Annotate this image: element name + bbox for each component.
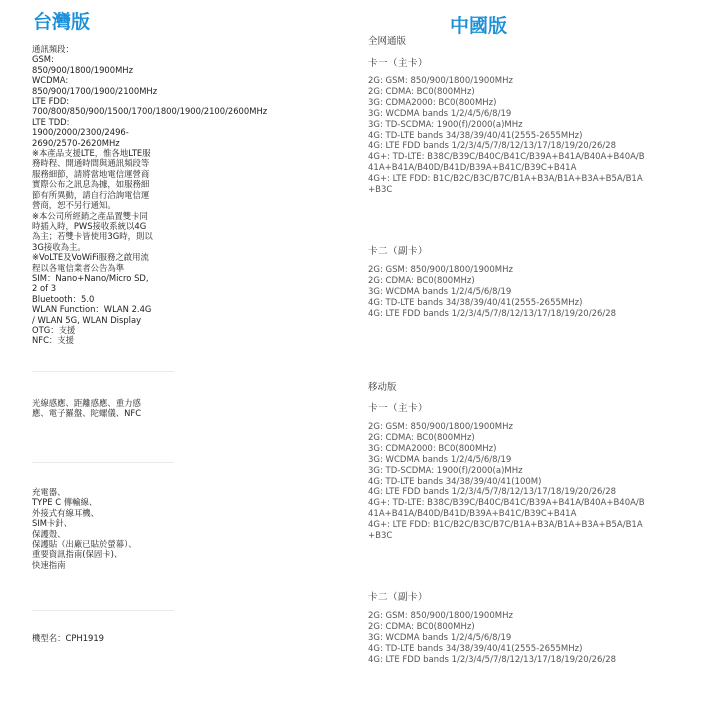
- taiwan-version-title: 台灣版: [33, 11, 91, 33]
- band-line: +B3C: [368, 185, 393, 196]
- spec-line: 2 of 3: [32, 283, 57, 294]
- spec-line: ※本產品支援LTE，惟各地LTE服: [32, 148, 151, 159]
- model-name: 機型名：CPH1919: [32, 633, 105, 643]
- spec-line: 通訊頻段：: [32, 44, 74, 54]
- spec-line: / WLAN 5G, WLAN Display: [32, 314, 142, 325]
- card1-bands: [368, 76, 668, 196]
- china-version-title: 中國版: [450, 15, 508, 37]
- band-line: 4G: LTE FDD bands 1/2/3/4/5/7/8/12/13/17/18/19/20/26/28: [368, 487, 617, 498]
- band-line: 4G+: LTE FDD: B1C/B2C/B3C/B7C/B1A+B3A/B1A+B3A+B5A/B1A: [368, 174, 643, 185]
- band-line: 3G: CDMA2000: BC0(800MHz): [368, 97, 497, 108]
- sensor-line: 光線感應、距離感應、重力感: [32, 398, 141, 408]
- spec-line: NFC：支援: [32, 335, 75, 346]
- spec-line: 務時程、開通時間與通訊頻段等: [32, 158, 150, 169]
- spec-line: 3G接收為主。: [32, 241, 86, 252]
- band-line: 4G: TD-LTE bands 34/38/39/40/41(100M): [368, 476, 542, 487]
- sensor-line: 應、電子羅盤、陀螺儀、NFC: [32, 408, 142, 419]
- box-item: 快速指南: [32, 559, 66, 570]
- band-line: 4G: LTE FDD bands 1/2/3/4/5/7/8/12/13/17/18/19/20/26/28: [368, 654, 617, 665]
- spec-line: 時插入時，PWS接收系統以4G: [32, 220, 147, 231]
- band-line: 4G+: TD-LTE: B38C/B39C/B40C/B41C/B39A+B41A/B40A+B40A/B: [368, 498, 645, 509]
- spec-line: 營商，恕不另行通知。: [32, 200, 116, 211]
- band-line: 3G: WCDMA bands 1/2/4/5/6/8/19: [368, 632, 512, 643]
- taiwan-spec-list: [32, 44, 268, 346]
- band-line: 41A+B41A/B40D/B41D/B39A+B41C/B39C+B41A: [368, 163, 577, 174]
- spec-line: LTE FDD:: [32, 96, 70, 107]
- card1-title: 卡一（主卡）: [368, 58, 429, 69]
- band-line: 3G: TD-SCDMA: 1900(f)/2000(a)MHz: [368, 119, 523, 130]
- divider: [32, 462, 174, 463]
- spec-line: GSM:: [32, 54, 54, 65]
- band-line: 4G: LTE FDD bands 1/2/3/4/5/7/8/12/13/17/18/19/20/26/28: [368, 308, 617, 319]
- box-contents-list: [32, 487, 172, 570]
- spec-line: LTE TDD:: [32, 116, 70, 127]
- spec-line: OTG：支援: [32, 324, 76, 335]
- spec-line: 700/800/850/900/1500/1700/1800/1900/2100/2600MHz: [32, 106, 268, 117]
- band-line: +B3C: [368, 531, 393, 542]
- box-item: 充電器、: [32, 487, 66, 497]
- band-line: 4G: TD-LTE bands 34/38/39/40/41(2555-2655MHz): [368, 643, 583, 654]
- band-line: 2G: CDMA: BC0(800MHz): [368, 621, 475, 632]
- spec-line: 850/900/1800/1900MHz: [32, 64, 133, 75]
- spec-line: 1900/2000/2300/2496-: [32, 127, 129, 138]
- spec-line: ※本公司所經銷之產品置雙卡同: [32, 210, 148, 221]
- band-line: 2G: GSM: 850/900/1800/1900MHz: [368, 76, 513, 86]
- band-line: 2G: CDMA: BC0(800MHz): [368, 275, 475, 286]
- spec-line: 節有所異動，請自行洽詢電信運: [32, 189, 150, 200]
- spec-line: ※VoLTE及VoWiFi服務之啟用流: [32, 252, 149, 263]
- card2-title: 卡二（副卡）: [368, 246, 429, 257]
- box-item: 保護貼（出廠已貼於螢幕）、: [32, 539, 137, 550]
- sensor-list: [32, 398, 172, 419]
- box-item: TYPE C 傳輸線、: [32, 497, 98, 508]
- band-line: 4G+: LTE FDD: B1C/B2C/B3C/B7C/B1A+B3A/B1A+B3A+B5A/B1A: [368, 520, 643, 531]
- box-item: 外接式有線耳機、: [32, 507, 99, 518]
- box-item: SIM卡針、: [32, 518, 73, 529]
- spec-line: 程以各電信業者公告為準: [32, 262, 125, 273]
- section-full-netcom: 全网通版: [368, 36, 407, 47]
- spec-line: WLAN Function：WLAN 2.4G: [32, 304, 152, 315]
- band-line: 2G: GSM: 850/900/1800/1900MHz: [368, 265, 513, 275]
- spec-line: SIM：Nano+Nano/Micro SD,: [32, 272, 149, 283]
- band-line: 2G: CDMA: BC0(800MHz): [368, 86, 475, 97]
- card4-title: 卡二（副卡）: [368, 592, 429, 603]
- band-line: 41A+B41A/B40D/B41D/B39A+B41C/B39C+B41A: [368, 509, 577, 520]
- spec-line: WCDMA:: [32, 75, 69, 86]
- section-mobile: 移动版: [368, 382, 397, 393]
- spec-line: Bluetooth：5.0: [32, 293, 95, 304]
- card4-bands: [368, 611, 668, 666]
- band-line: 3G: WCDMA bands 1/2/4/5/6/8/19: [368, 454, 512, 465]
- band-line: 4G: LTE FDD bands 1/2/3/4/5/7/8/12/13/17/18/19/20/26/28: [368, 141, 617, 152]
- band-line: 3G: WCDMA bands 1/2/4/5/6/8/19: [368, 286, 512, 297]
- card2-bands: [368, 265, 668, 320]
- band-line: 4G+: TD-LTE: B38C/B39C/B40C/B41C/B39A+B41A/B40A+B40A/B: [368, 152, 645, 163]
- spec-line: 850/900/1700/1900/2100MHz: [32, 85, 158, 96]
- band-line: 4G: TD-LTE bands 34/38/39/40/41(2555-2655MHz): [368, 130, 583, 141]
- spec-line: 2690/2570-2620MHz: [32, 137, 120, 148]
- card3-bands: [368, 422, 668, 542]
- band-line: 3G: CDMA2000: BC0(800MHz): [368, 443, 497, 454]
- band-line: 4G: TD-LTE bands 34/38/39/40/41(2555-2655MHz): [368, 297, 583, 308]
- divider: [32, 610, 174, 611]
- band-line: 2G: CDMA: BC0(800MHz): [368, 432, 475, 443]
- band-line: 3G: TD-SCDMA: 1900(f)/2000(a)MHz: [368, 465, 523, 476]
- spec-line: 為主；若雙卡皆使用3G時，則以: [32, 231, 153, 242]
- divider: [32, 371, 174, 372]
- spec-line: 服務細節，請將當地電信運營商: [32, 168, 150, 179]
- band-line: 2G: GSM: 850/900/1800/1900MHz: [368, 611, 513, 621]
- card3-title: 卡一（主卡）: [368, 403, 429, 414]
- band-line: 2G: GSM: 850/900/1800/1900MHz: [368, 422, 513, 432]
- box-item: 重要資訊指南(保固卡)、: [32, 549, 123, 560]
- band-line: 3G: WCDMA bands 1/2/4/5/6/8/19: [368, 108, 512, 119]
- box-item: 保護殼、: [32, 528, 66, 539]
- spec-line: 實際公布之訊息為據，如服務細: [32, 179, 150, 190]
